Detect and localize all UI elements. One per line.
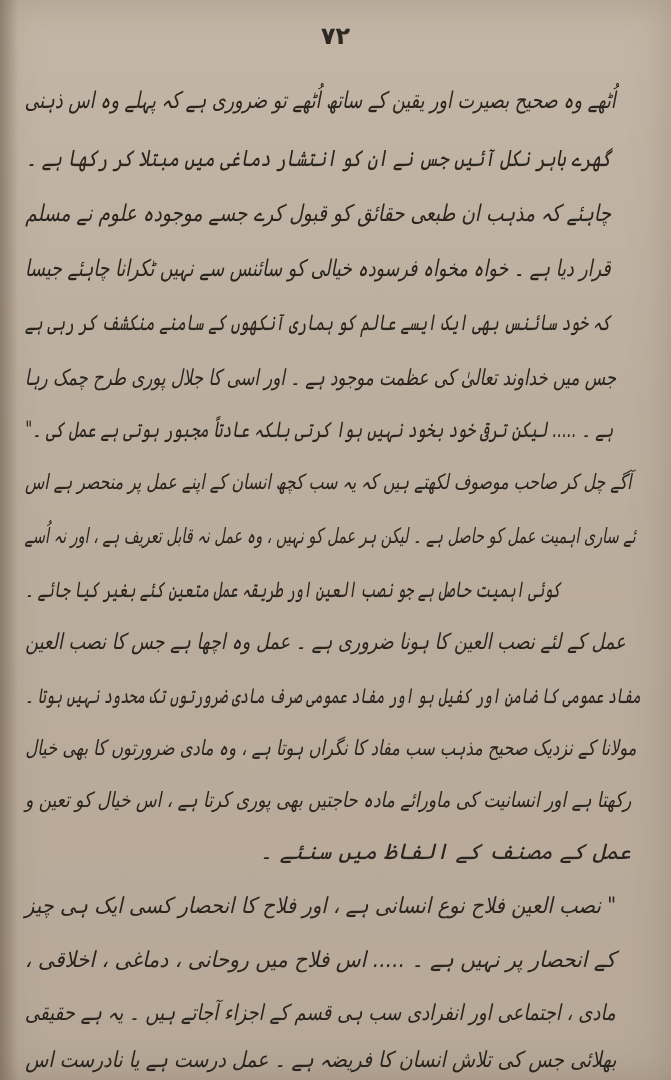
text-line: آگے چل کر صاحب موصوف لکھتے ہیں کہ یہ سب کچھ انسان کے اپنے عمل پر منحصر ہے اس [24, 470, 631, 494]
text-line: چاہئے کہ مذہب ان طبعی حقائق کو قبول کرے جسے موجودہ علوم نے مسلم [25, 201, 611, 227]
text-line: رکھتا ہے اور انسانیت کی ماورائے مادہ حاجتیں بھی پوری کرتا ہے ، اس خیال کو تعین و [24, 788, 631, 812]
quote-line: " نصب العین فلاح نوع انسانی ہے ، اور فلاح کا انحصار کسی ایک ہی چیز [24, 894, 616, 919]
text-line: اُٹھے وہ صحیح بصیرت اور یقین کے ساتھ اُٹھے تو ضروری ہے کہ پہلے وہ اس ذہنی [24, 88, 616, 114]
text-line: گھرے باہر نکل آئیں جس نے ان کو انتشار دماغی میں مبتلا کر رکھا ہے ۔ [25, 146, 611, 172]
quote-line: کے انحصار پر نہیں ہے ۔ ..... اس فلاح میں روحانی ، دماغی ، اخلاقی ، [25, 948, 616, 973]
text-line: عمل کے لئے نصب العین کا ہونا ضروری ہے ۔ عمل وہ اچھا ہے جس کا نصب العین [25, 630, 626, 655]
text-line: قرار دیا ہے ۔ خواہ مخواہ فرسودہ خیالی کو سائنس سے نہیں ٹکرانا چاہئے جیسا [25, 256, 611, 282]
text-line: ہے ۔ ..... لیکن ترقی خود بخود نہیں ہوا کرتی بلکہ عادتاً مجبور ہوتی ہے عمل کی ۔" [25, 418, 613, 443]
quote-line: مادی ، اجتماعی اور انفرادی سب ہی قسم کے اجزاء آجاتے ہیں ۔ یہ ہے حقیقی [25, 1001, 616, 1026]
text-line: کہ خود سائنس بھی ایک ایسے عالم کو ہماری آنکھوں کے سامنے منکشف کر رہی ہے [25, 311, 611, 336]
page-edge-shadow [0, 0, 18, 1080]
page-number: ۷۲ [320, 22, 351, 50]
text-line: مولانا کے نزدیک صحیح مذہب سب مفاد کا نگراں ہوتا ہے ، وہ مادی ضرورتوں کا بھی خیال [24, 736, 636, 760]
text-line: مفاد عمومی کا ضامن اور کفیل ہو اور مفاد عمومی صرف مادی ضرورتوں تک محدود نہیں ہوتا ۔ [25, 684, 641, 708]
text-line: جس میں خداوند تعالیٰ کی عظمت موجود ہے ۔ اور اسی کا جلال پوری طرح چمک رہا [24, 366, 616, 391]
text-line: عمل کے مصنف کے الفاظ میں سنئے ۔ [259, 840, 631, 865]
quote-line: بھلائی جس کی تلاش انسان کا فریضہ ہے ۔ عمل درست ہے یا نادرست اس [24, 1048, 616, 1073]
text-line: ئے ساری اہمیت عمل کو حاصل ہے ۔ لیکن ہر عمل کو نہیں ، وہ عمل نہ قابل تعریف ہے ، اور نہ اُسے [24, 524, 636, 548]
text-line: کوئی اہمیت حاصل ہے جو نصب العین اور طریقہ عمل متعین کئے بغیر کیا جائے ۔ [25, 578, 561, 603]
